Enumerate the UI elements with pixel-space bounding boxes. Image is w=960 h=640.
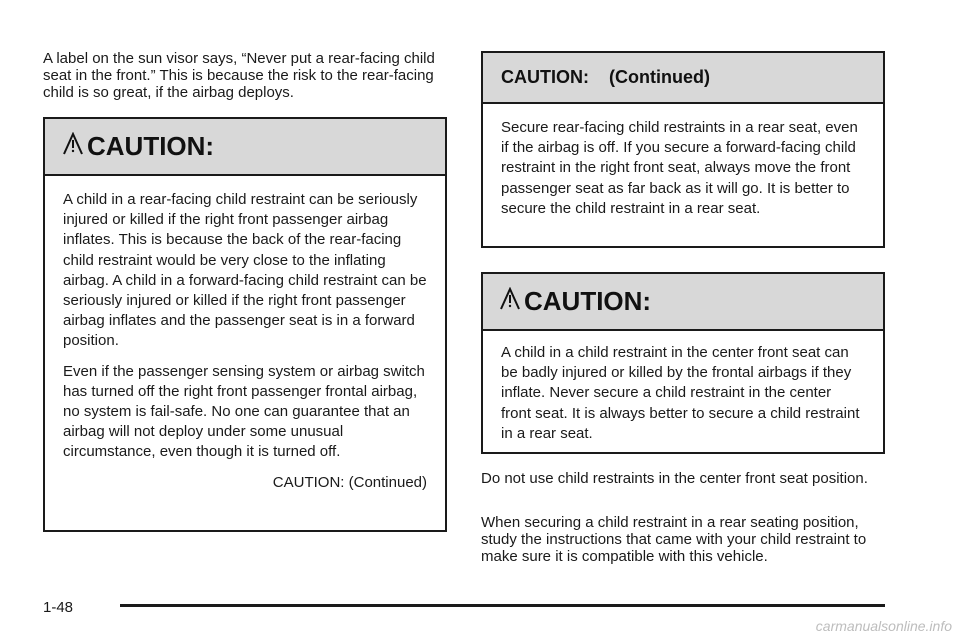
body-paragraph: Do not use child restraints in the center front seat position. [481, 470, 868, 487]
caution-title: CAUTION: (Continued) [501, 67, 710, 87]
caution-box-airbag-rear-facing [43, 117, 447, 532]
warning-triangle-icon [499, 287, 521, 316]
caution-body [483, 331, 883, 444]
caution-title: CAUTION: [87, 131, 215, 161]
warning-triangle-icon [62, 132, 84, 161]
caution-title: CAUTION: [524, 286, 652, 316]
caution-header [483, 274, 883, 331]
caution-header [45, 119, 445, 176]
caution-paragraph: Even if the passenger sensing system or airbag switch has turned off the right front passenger frontal airbag, no system is fail-safe. No one can guarantee that an airbag will not deploy under some unusual circumstance, even though it is turned off. [63, 362, 425, 461]
body-paragraph: When securing a child restraint in a rear seating position, study the instructions that came with your child restraint to make sure it is compatible with this vehicle. [481, 514, 867, 565]
caution-body [45, 176, 445, 493]
intro-paragraph: A label on the sun visor says, “Never put a rear-facing child seat in the front.” This is because the risk to the rear-facing child is so great, if the airbag deploys. [43, 50, 435, 101]
caution-paragraph: A child in a child restraint in the center front seat can be badly injured or killed by the frontal airbags if they inflate. Never secure a child restraint in the center front seat. It is always better to secure a child restraint in a rear seat. [501, 344, 860, 442]
caution-box-continued [481, 51, 885, 248]
caution-box-center-seat [481, 272, 885, 454]
watermark: carmanualsonline.info [815, 618, 952, 634]
caution-paragraph: Secure rear-facing child restraints in a rear seat, even if the airbag is off. If you secure a forward-facing child restraint in the right front seat, always move the front passenger seat as far back as it will go. It is better to secure the child restraint in a rear seat. [501, 119, 858, 217]
caution-header [483, 53, 883, 104]
caution-body [483, 104, 883, 219]
footer-rule [120, 604, 885, 607]
page-number: 1-48 [43, 599, 74, 616]
continued-note: CAUTION: (Continued) [272, 473, 427, 491]
caution-paragraph: A child in a rear-facing child restraint can be seriously injured or killed if the right front passenger airbag inflates. This is because the back of the rear-facing child restraint would be very close to the inflating airbag. A child in a forward-facing child restraint can be seriously injured or killed if the right front passenger airbag inflates and the passenger seat is in a forward position. [63, 191, 427, 350]
